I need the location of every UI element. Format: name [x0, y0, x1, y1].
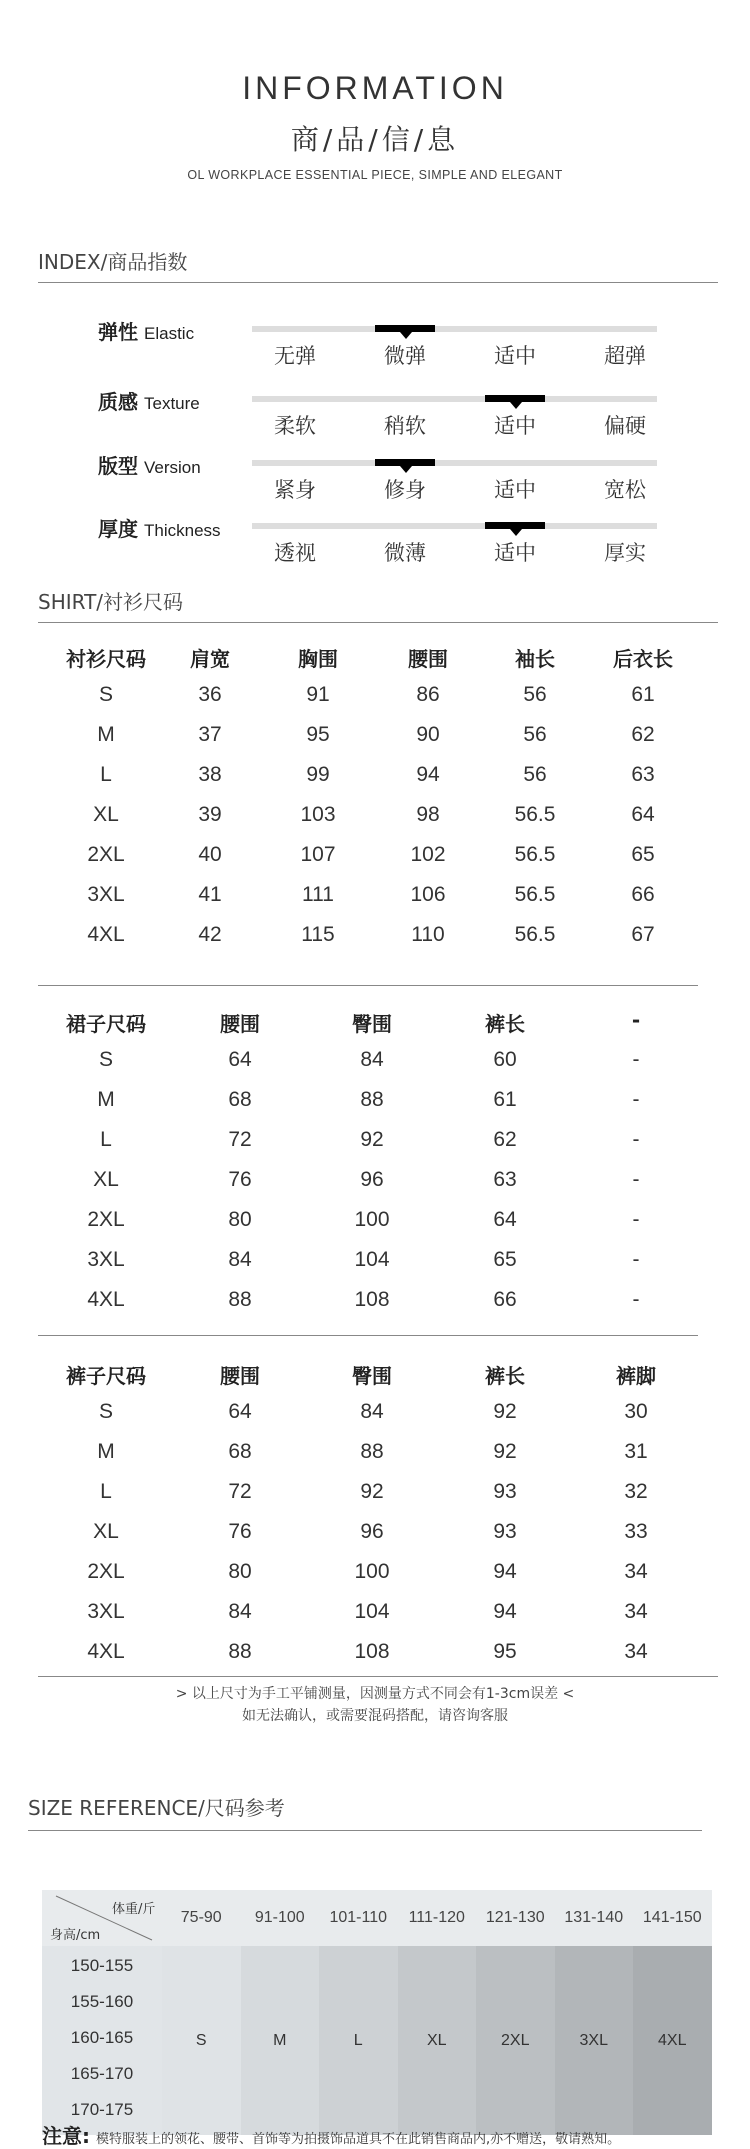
size-label: M	[273, 2032, 287, 2049]
index-option: 微弹	[384, 344, 426, 368]
table-cell: 56.5	[514, 843, 556, 866]
table-cell: 93	[493, 1480, 517, 1503]
notes-divider	[38, 1676, 718, 1677]
table-cell: L	[100, 1128, 112, 1151]
table-cell: 84	[360, 1400, 384, 1423]
header-subtitle: 商/品/信/息	[290, 123, 460, 156]
table-row	[38, 763, 718, 803]
index-option: 偏硬	[604, 414, 646, 438]
table-header-row	[38, 1360, 718, 1400]
table-cell: 103	[300, 803, 336, 826]
table-row	[38, 1128, 718, 1168]
header-title: INFORMATION	[242, 70, 508, 106]
table-row	[38, 1600, 718, 1640]
table-cell: 61	[631, 683, 655, 706]
table-cell: 39	[198, 803, 222, 826]
table-row	[38, 883, 718, 923]
table-cell: 92	[360, 1480, 384, 1503]
table-cell: 42	[198, 923, 222, 946]
weight-range: 121-130	[485, 1909, 545, 1926]
index-option: 适中	[494, 541, 536, 565]
index-scale-bar	[252, 326, 657, 332]
table-cell: 80	[228, 1560, 252, 1583]
table-cell: 62	[631, 723, 655, 746]
table-cell: 2XL	[87, 1208, 125, 1231]
weight-range: 141-150	[642, 1909, 702, 1926]
table-row	[38, 1640, 718, 1680]
table-cell: 88	[360, 1088, 384, 1111]
table-row	[38, 1520, 718, 1560]
table-cell: 56.5	[514, 883, 556, 906]
index-option: 修身	[384, 478, 426, 502]
footnote-lead: 注意:	[42, 2124, 90, 2148]
index-label-en: Texture	[144, 394, 200, 413]
table-cell: 30	[624, 1400, 648, 1423]
weight-range: 101-110	[329, 1909, 388, 1926]
weight-range: 75-90	[180, 1909, 222, 1926]
table-cell: -	[632, 1128, 640, 1151]
table-cell: 68	[228, 1088, 252, 1111]
height-range: 150-155	[70, 1956, 134, 1975]
table-cell: 34	[624, 1600, 648, 1623]
index-option: 适中	[494, 344, 536, 368]
table-cell: 76	[228, 1168, 252, 1191]
index-label-cn: 版型	[98, 454, 138, 478]
index-selected-marker	[375, 325, 435, 332]
table-cell: 68	[228, 1440, 252, 1463]
table-header-cell: 后衣长	[613, 647, 673, 671]
index-label-en: Version	[144, 458, 201, 477]
table-header-cell: 肩宽	[190, 647, 230, 671]
size-reference-title: SIZE REFERENCE/尺码参考	[28, 1796, 285, 1820]
weight-range: 131-140	[564, 1909, 624, 1926]
table-cell: 107	[300, 843, 336, 866]
table-cell: 88	[228, 1640, 252, 1663]
table-cell: 72	[228, 1128, 252, 1151]
table-row	[38, 1400, 718, 1440]
pants-divider	[38, 1335, 698, 1336]
table-cell: 3XL	[87, 883, 125, 906]
index-option: 超弹	[604, 344, 646, 368]
index-option: 紧身	[274, 478, 316, 502]
table-cell: 2XL	[87, 843, 125, 866]
table-cell: M	[97, 1440, 115, 1463]
index-label-en: Thickness	[144, 521, 221, 540]
table-cell: 31	[624, 1440, 648, 1463]
table-cell: M	[97, 723, 115, 746]
table-row	[38, 1048, 718, 1088]
table-cell: 3XL	[87, 1248, 125, 1271]
table-cell: 92	[493, 1440, 517, 1463]
table-cell: 95	[306, 723, 330, 746]
height-range: 165-170	[70, 2064, 134, 2083]
table-cell: 72	[228, 1480, 252, 1503]
index-option: 透视	[274, 541, 316, 565]
table-cell: 63	[493, 1168, 517, 1191]
table-row	[38, 1208, 718, 1248]
measurement-note: > 以上尺寸为手工平铺测量，因测量方式不同会有1-3cm误差 <	[175, 1686, 575, 1702]
table-cell: 94	[493, 1600, 517, 1623]
index-label-en: Elastic	[144, 324, 195, 343]
table-header-cell: 臀围	[352, 1012, 392, 1036]
size-label: L	[353, 2032, 363, 2049]
table-cell: 88	[360, 1440, 384, 1463]
table-row	[38, 1440, 718, 1480]
table-cell: S	[98, 1400, 113, 1423]
height-range: 170-175	[70, 2100, 134, 2119]
height-corner-label: 身高/cm	[50, 1928, 101, 1943]
table-cell: XL	[93, 1520, 119, 1543]
table-row	[38, 1288, 718, 1328]
index-option: 无弹	[274, 344, 316, 368]
table-cell: 33	[624, 1520, 648, 1543]
table-cell: S	[98, 683, 113, 706]
table-cell: M	[97, 1088, 115, 1111]
index-option: 微薄	[384, 541, 426, 565]
index-label-cn: 质感	[98, 390, 138, 414]
table-cell: -	[632, 1288, 640, 1311]
table-cell: 99	[306, 763, 330, 786]
table-cell: 100	[354, 1208, 390, 1231]
table-cell: 108	[354, 1640, 390, 1663]
table-row	[38, 1560, 718, 1600]
table-header-cell: 裤长	[485, 1012, 525, 1036]
skirt-divider	[38, 985, 698, 986]
table-row	[38, 843, 718, 883]
table-cell: 108	[354, 1288, 390, 1311]
table-cell: 56.5	[514, 923, 556, 946]
table-cell: 36	[198, 683, 222, 706]
table-cell: 64	[631, 803, 655, 826]
table-cell: 80	[228, 1208, 252, 1231]
index-selected-marker	[485, 395, 545, 402]
table-cell: 65	[493, 1248, 517, 1271]
table-cell: 91	[306, 683, 330, 706]
table-cell: 115	[301, 923, 335, 946]
table-header-cell: 臀围	[352, 1364, 392, 1388]
size-label: 4XL	[658, 2032, 687, 2049]
table-cell: 40	[198, 843, 222, 866]
weight-range: 111-120	[408, 1909, 465, 1926]
table-cell: 98	[416, 803, 440, 826]
footnote	[42, 2120, 620, 2149]
table-cell: 86	[416, 683, 440, 706]
table-header-row	[38, 1008, 718, 1048]
table-cell: 2XL	[87, 1560, 125, 1583]
table-cell: 63	[631, 763, 655, 786]
table-cell: 84	[228, 1248, 252, 1271]
table-row	[38, 1088, 718, 1128]
table-cell: 106	[410, 883, 446, 906]
table-row	[38, 683, 718, 723]
table-cell: 110	[411, 923, 445, 946]
table-row	[38, 723, 718, 763]
weight-range: 91-100	[254, 1909, 305, 1926]
table-cell: 100	[354, 1560, 390, 1583]
table-cell: 90	[416, 723, 440, 746]
table-cell: -	[632, 1248, 640, 1271]
table-cell: -	[632, 1088, 640, 1111]
table-cell: 3XL	[87, 1600, 125, 1623]
index-option: 适中	[494, 478, 536, 502]
weight-corner-label: 体重/斤	[112, 1902, 156, 1917]
table-cell: 96	[360, 1520, 384, 1543]
table-cell: 34	[624, 1560, 648, 1583]
table-cell: 37	[198, 723, 222, 746]
index-selected-marker	[485, 522, 545, 529]
index-label	[98, 316, 194, 345]
index-option: 稍软	[384, 414, 426, 438]
table-cell: 38	[198, 763, 222, 786]
table-cell: 4XL	[87, 1288, 125, 1311]
table-header-row	[38, 643, 718, 683]
table-cell: 92	[493, 1400, 517, 1423]
table-header-cell: 胸围	[298, 647, 338, 671]
table-cell: -	[632, 1048, 640, 1071]
index-option: 适中	[494, 414, 536, 438]
table-cell: 111	[302, 883, 334, 906]
index-scale-bar	[252, 396, 657, 402]
table-cell: L	[100, 1480, 112, 1503]
table-header-cell: 裤脚	[616, 1364, 656, 1388]
table-cell: 60	[493, 1048, 517, 1071]
table-cell: -	[632, 1168, 640, 1191]
size-label: XL	[426, 2032, 447, 2049]
table-header-cell: 腰围	[408, 647, 448, 671]
table-cell: 67	[631, 923, 655, 946]
table-cell: XL	[93, 803, 119, 826]
table-cell: 92	[360, 1128, 384, 1151]
table-header-cell: 腰围	[220, 1364, 260, 1388]
size-label: 2XL	[501, 2032, 530, 2049]
table-cell: 64	[493, 1208, 517, 1231]
table-cell: S	[98, 1048, 113, 1071]
height-range: 160-165	[70, 2028, 134, 2047]
shirt-divider	[38, 622, 718, 623]
index-label-cn: 弹性	[98, 320, 138, 344]
table-cell: 93	[493, 1520, 517, 1543]
size-reference-divider	[28, 1830, 702, 1831]
table-cell: 56	[523, 763, 547, 786]
shirt-section-title: SHIRT/衬衫尺码	[38, 590, 184, 614]
table-header-cell: 裙子尺码	[66, 1012, 146, 1036]
index-scale-bar	[252, 523, 657, 529]
table-row	[38, 923, 718, 963]
footnote-text: 模特服装上的领花、腰带、首饰等为拍摄饰品道具不在此销售商品内,亦不赠送，敬请熟知。	[96, 2132, 621, 2147]
table-header-cell: 裤子尺码	[66, 1364, 146, 1388]
table-row	[38, 803, 718, 843]
size-reference-table	[42, 1890, 712, 2135]
table-cell: 84	[360, 1048, 384, 1071]
table-cell: -	[632, 1208, 640, 1231]
table-header-cell: 裤长	[485, 1364, 525, 1388]
table-cell: 88	[228, 1288, 252, 1311]
table-cell: 94	[416, 763, 440, 786]
table-cell: L	[100, 763, 112, 786]
index-label-cn: 厚度	[98, 517, 138, 541]
consult-note: 如无法确认，或需要混码搭配，请咨询客服	[242, 1708, 508, 1724]
table-cell: 94	[493, 1560, 517, 1583]
index-section-title: INDEX/商品指数	[38, 250, 188, 274]
index-option: 宽松	[604, 478, 646, 502]
index-selected-marker	[375, 459, 435, 466]
header-tagline: OL WORKPLACE ESSENTIAL PIECE, SIMPLE AND ELEGANT	[187, 168, 563, 182]
table-cell: 41	[198, 883, 222, 906]
table-header-cell: 衬衫尺码	[66, 647, 146, 671]
table-cell: 104	[354, 1248, 390, 1271]
table-row	[38, 1248, 718, 1288]
index-scale-bar	[252, 460, 657, 466]
table-cell: 62	[493, 1128, 517, 1151]
index-option: 厚实	[604, 541, 646, 565]
table-cell: 32	[624, 1480, 648, 1503]
index-label	[98, 513, 221, 542]
index-option: 柔软	[274, 414, 316, 438]
table-cell: 104	[354, 1600, 390, 1623]
table-cell: 4XL	[87, 1640, 125, 1663]
index-label	[98, 450, 201, 479]
table-row	[38, 1480, 718, 1520]
table-cell: 56.5	[514, 803, 556, 826]
table-cell: 96	[360, 1168, 384, 1191]
table-cell: 95	[493, 1640, 517, 1663]
table-header-cell: -	[631, 1008, 641, 1032]
table-header-cell: 腰围	[220, 1012, 260, 1036]
table-cell: XL	[93, 1168, 119, 1191]
size-label: 3XL	[579, 2032, 608, 2049]
table-cell: 66	[631, 883, 655, 906]
table-cell: 56	[523, 683, 547, 706]
table-cell: 76	[228, 1520, 252, 1543]
table-cell: 34	[624, 1640, 648, 1663]
table-cell: 56	[523, 723, 547, 746]
table-cell: 65	[631, 843, 655, 866]
size-label: S	[195, 2032, 207, 2049]
index-label	[98, 386, 200, 415]
height-range: 155-160	[70, 1992, 134, 2011]
table-cell: 64	[228, 1400, 252, 1423]
table-row	[38, 1168, 718, 1208]
table-cell: 61	[493, 1088, 517, 1111]
table-header-cell: 袖长	[515, 647, 555, 671]
table-cell: 4XL	[87, 923, 125, 946]
table-cell: 102	[410, 843, 446, 866]
table-cell: 84	[228, 1600, 252, 1623]
index-divider	[38, 282, 718, 283]
table-cell: 66	[493, 1288, 517, 1311]
table-cell: 64	[228, 1048, 252, 1071]
